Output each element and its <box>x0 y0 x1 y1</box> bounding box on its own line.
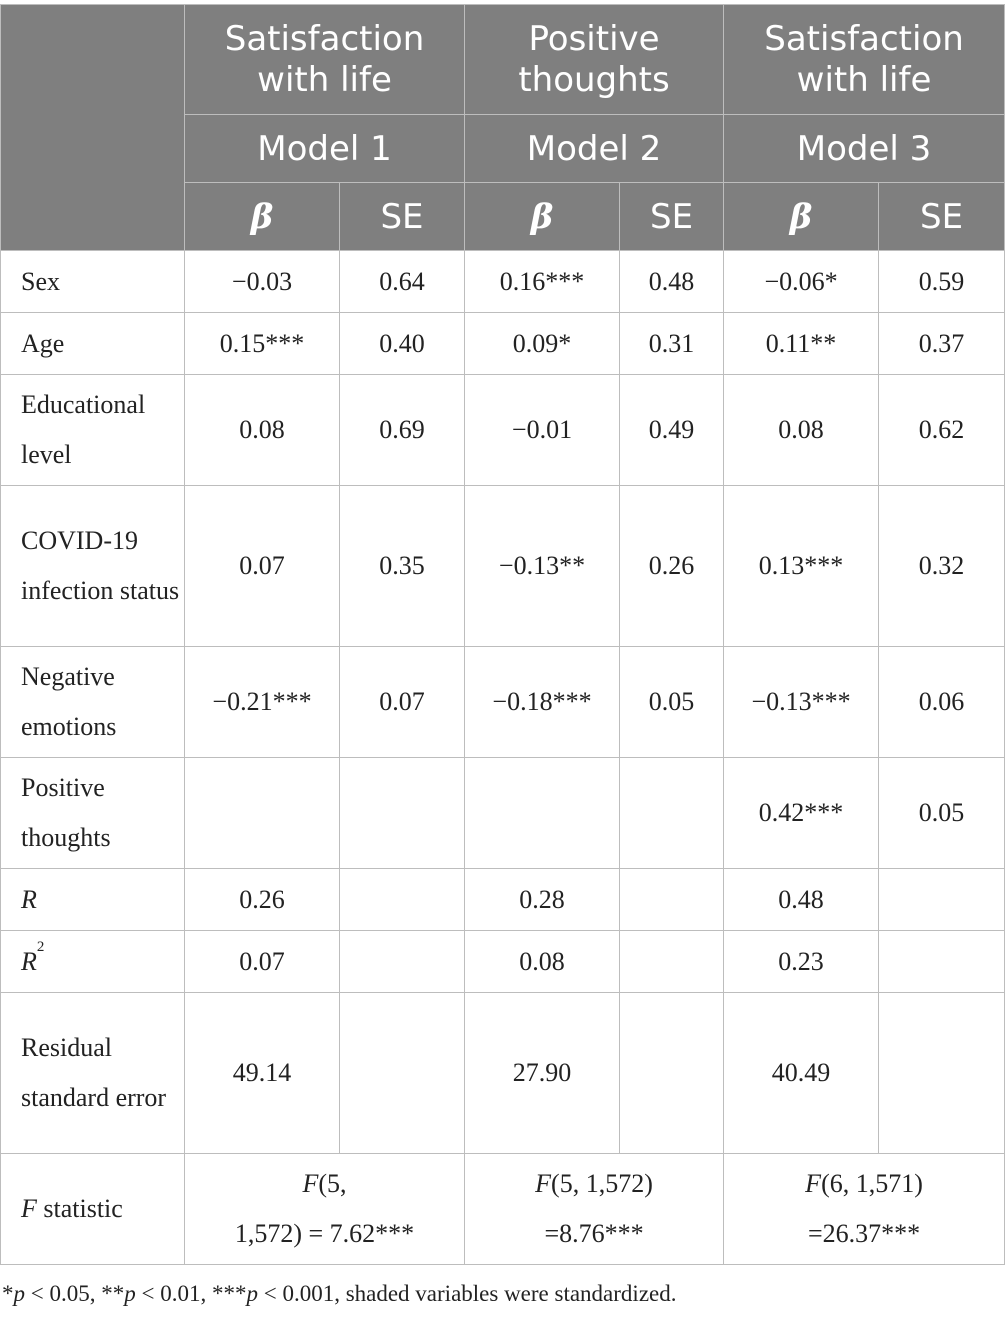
cell-m3-se: 0.32 <box>879 486 1005 647</box>
cell-m1-se: 0.35 <box>340 486 465 647</box>
cell-m1-beta: 0.07 <box>185 486 340 647</box>
cell-m3-beta: −0.13*** <box>724 647 879 758</box>
cell-m2-se: 0.26 <box>620 486 724 647</box>
cell-m1-beta: 49.14 <box>185 993 340 1154</box>
cell-m3-beta: 0.08 <box>724 375 879 486</box>
row-label <box>1 1154 185 1265</box>
cell-m3-se: 0.37 <box>879 313 1005 375</box>
beta-header-3: β <box>724 183 879 251</box>
table-row-residual-se <box>1 993 1005 1154</box>
f-stat-model-2 <box>465 1154 724 1265</box>
model-header-2: Model 2 <box>465 115 724 183</box>
cell-m2-beta: 0.16*** <box>465 251 620 313</box>
cell-m1-beta: 0.08 <box>185 375 340 486</box>
row-label: Residual standard error <box>1 993 185 1154</box>
cell-m1-beta: 0.15*** <box>185 313 340 375</box>
table-row-age <box>1 313 1005 375</box>
cell-m2-se <box>620 993 724 1154</box>
f-stat-model-3 <box>724 1154 1005 1265</box>
table-footnote <box>2 1281 676 1307</box>
cell-m3-se: 0.59 <box>879 251 1005 313</box>
f-value-line1: (6, 1,571) <box>821 1169 923 1198</box>
cell-m2-beta: −0.01 <box>465 375 620 486</box>
cell-m1-se <box>340 993 465 1154</box>
cell-m1-se: 0.69 <box>340 375 465 486</box>
cell-m3-beta: 40.49 <box>724 993 879 1154</box>
cell-m3-se: 0.05 <box>879 758 1005 869</box>
footnote-p: p <box>124 1281 136 1306</box>
cell-m1-beta: −0.03 <box>185 251 340 313</box>
cell-m3-se <box>879 931 1005 993</box>
row-label: Age <box>1 313 185 375</box>
table-row-negative-emotions <box>1 647 1005 758</box>
f-stat-model-1 <box>185 1154 465 1265</box>
table-row-educational-level <box>1 375 1005 486</box>
model-header-1: Model 1 <box>185 115 465 183</box>
row-label: R <box>1 869 185 931</box>
row-label: Sex <box>1 251 185 313</box>
cell-m1-beta <box>185 758 340 869</box>
row-label: Negative emotions <box>1 647 185 758</box>
footnote-text: < 0.001, shaded variables were standardized. <box>257 1281 677 1306</box>
f-label-text: statistic <box>36 1194 123 1223</box>
table-row-positive-thoughts <box>1 758 1005 869</box>
cell-m3-se: 0.62 <box>879 375 1005 486</box>
f-value-line2: =8.76*** <box>544 1219 644 1248</box>
cell-m2-se <box>620 758 724 869</box>
footnote-p: p <box>246 1281 258 1306</box>
cell-m3-beta: 0.13*** <box>724 486 879 647</box>
f-symbol: F <box>302 1169 319 1198</box>
footnote-text: < 0.05, ** <box>25 1281 125 1306</box>
outcome-header-1: Satisfaction with life <box>185 5 465 115</box>
table-row-covid-status <box>1 486 1005 647</box>
beta-header-1: β <box>185 183 340 251</box>
cell-m1-beta: 0.07 <box>185 931 340 993</box>
model-header-3: Model 3 <box>724 115 1005 183</box>
table-row-f-statistic <box>1 1154 1005 1265</box>
r2-symbol: R <box>21 946 37 976</box>
outcome-header-2: Positive thoughts <box>465 5 724 115</box>
row-label <box>1 931 185 993</box>
row-label: Educational level <box>1 375 185 486</box>
cell-m2-se: 0.31 <box>620 313 724 375</box>
cell-m2-se: 0.48 <box>620 251 724 313</box>
cell-m1-se: 0.07 <box>340 647 465 758</box>
footnote-p: p <box>13 1281 25 1306</box>
cell-m3-beta: 0.23 <box>724 931 879 993</box>
f-value-line1: (5, 1,572) <box>551 1169 653 1198</box>
cell-m1-se: 0.40 <box>340 313 465 375</box>
cell-m3-se: 0.06 <box>879 647 1005 758</box>
cell-m2-se <box>620 931 724 993</box>
se-header-2: SE <box>620 183 724 251</box>
cell-m2-beta: −0.18*** <box>465 647 620 758</box>
f-value-line1: (5, <box>318 1169 347 1198</box>
cell-m2-beta: −0.13** <box>465 486 620 647</box>
cell-m3-beta: −0.06* <box>724 251 879 313</box>
r2-superscript: 2 <box>36 938 45 955</box>
table-row-r <box>1 869 1005 931</box>
cell-m1-se <box>340 931 465 993</box>
f-value-line2: =26.37*** <box>807 1219 921 1248</box>
cell-m1-beta: 0.26 <box>185 869 340 931</box>
footnote-text: < 0.01, *** <box>135 1281 247 1306</box>
cell-m1-beta: −0.21*** <box>185 647 340 758</box>
table-row-sex <box>1 251 1005 313</box>
cell-m2-beta: 0.08 <box>465 931 620 993</box>
f-symbol: F <box>21 1194 37 1223</box>
header-corner <box>1 5 185 251</box>
cell-m3-beta: 0.42*** <box>724 758 879 869</box>
f-symbol: F <box>535 1169 552 1198</box>
cell-m2-beta <box>465 758 620 869</box>
cell-m1-se: 0.64 <box>340 251 465 313</box>
cell-m2-se <box>620 869 724 931</box>
table-row-r-squared <box>1 931 1005 993</box>
footnote-star: * <box>2 1281 14 1306</box>
row-label: Positive thoughts <box>1 758 185 869</box>
regression-table <box>0 4 1005 1265</box>
beta-header-2: β <box>465 183 620 251</box>
cell-m3-se <box>879 869 1005 931</box>
cell-m3-se <box>879 993 1005 1154</box>
cell-m3-beta: 0.48 <box>724 869 879 931</box>
se-header-3: SE <box>879 183 1005 251</box>
cell-m1-se <box>340 869 465 931</box>
cell-m2-beta: 0.28 <box>465 869 620 931</box>
row-label: COVID-19 infection status <box>1 486 185 647</box>
se-header-1: SE <box>340 183 465 251</box>
cell-m2-beta: 0.09* <box>465 313 620 375</box>
outcome-header-3: Satisfaction with life <box>724 5 1005 115</box>
cell-m2-se: 0.49 <box>620 375 724 486</box>
f-value-line2: 1,572) = 7.62*** <box>234 1219 415 1248</box>
cell-m2-se: 0.05 <box>620 647 724 758</box>
f-symbol: F <box>805 1169 822 1198</box>
cell-m1-se <box>340 758 465 869</box>
cell-m3-beta: 0.11** <box>724 313 879 375</box>
cell-m2-beta: 27.90 <box>465 993 620 1154</box>
